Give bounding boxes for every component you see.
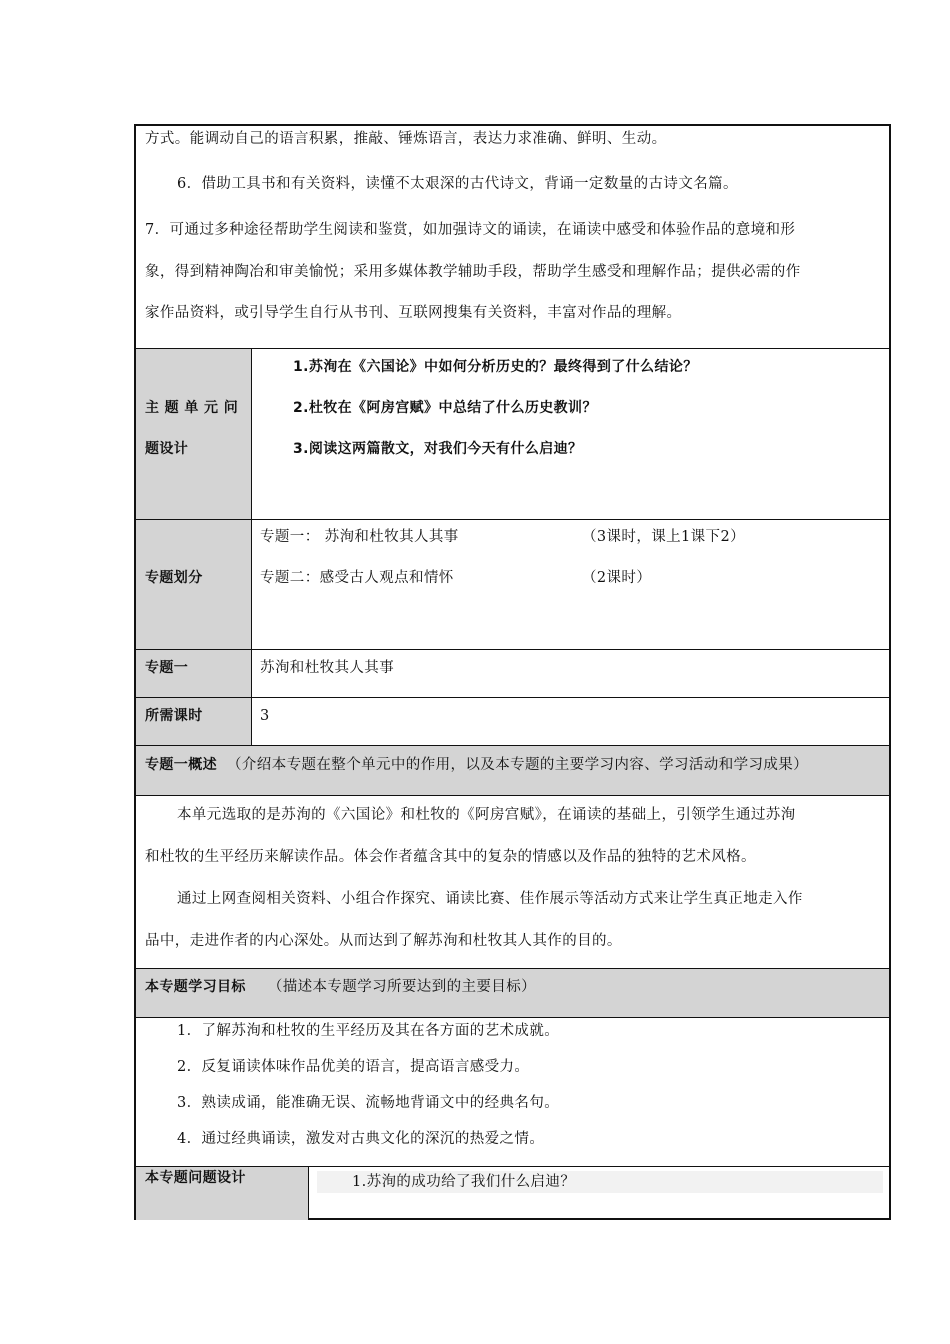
topic-question-label: 本专题问题设计: [145, 1170, 246, 1186]
intro-item-7-line1: 7．可通过多种途径帮助学生阅读和鉴赏，如加强诗文的诵读，在诵读中感受和体验作品的意境和形: [145, 222, 796, 238]
overview-header-row: [136, 745, 889, 795]
goal-item-2: 2．反复诵读体味作品优美的语言，提高语言感受力。: [177, 1059, 530, 1075]
intro-item-6: 6．借助工具书和有关资料，读懂不太艰深的古代诗文，背诵一定数量的古诗文名篇。: [177, 176, 738, 192]
overview-line-1: 本单元选取的是苏洵的《六国论》和杜牧的《阿房宫赋》，在诵读的基础上，引领学生通过苏洵: [177, 807, 796, 823]
topic-division-2-name: 专题二：感受古人观点和情怀: [260, 570, 454, 586]
unit-question-label-line1: 主 题 单 元 问: [145, 400, 239, 416]
topic-division-1-name: 专题一： 苏洵和杜牧其人其事: [260, 529, 459, 545]
topic1-label-cell: [136, 650, 252, 697]
topic-question-row: [136, 1166, 889, 1220]
hours-label-cell: [136, 698, 252, 745]
overview-header: [145, 755, 808, 775]
topic-question-1: 1.苏洵的成功给了我们什么启迪？: [352, 1174, 576, 1190]
goals-body-row: [136, 1017, 889, 1166]
goals-header-row: [136, 968, 889, 1017]
unit-question-2: 2.杜牧在《阿房宫赋》中总结了什么历史教训？: [293, 400, 597, 416]
topic-division-2-hours: （2课时）: [582, 570, 652, 586]
intro-item-7-line3: 家作品资料，或引导学生自行从书刊、互联网搜集有关资料，丰富对作品的理解。: [145, 305, 682, 321]
topic1-value: 苏洵和杜牧其人其事: [260, 660, 395, 676]
unit-question-1: 1.苏洵在《六国论》中如何分析历史的？最终得到了什么结论？: [293, 359, 698, 375]
goal-item-4: 4．通过经典诵读，激发对古典文化的深沉的热爱之情。: [177, 1131, 545, 1147]
goal-item-1: 1．了解苏洵和杜牧的生平经历及其在各方面的艺术成就。: [177, 1023, 560, 1039]
overview-line-3: 通过上网查阅相关资料、小组合作探究、诵读比赛、佳作展示等活动方式来让学生真正地走入作: [177, 891, 803, 907]
lesson-plan-table: [134, 124, 891, 1220]
goals-hint: （描述本专题学习所要达到的主要目标）: [267, 979, 537, 995]
intro-item-7-line2: 象，得到精神陶冶和审美愉悦；采用多媒体教学辅助手段，帮助学生感受和理解作品；提供必需的作: [145, 264, 801, 280]
unit-question-label-cell: [136, 349, 252, 519]
goal-item-3: 3．熟读成诵，能准确无误、流畅地背诵文中的经典名句。: [177, 1095, 560, 1111]
topic1-label: 专题一: [145, 660, 189, 676]
topic-division-1-hours: （3课时，课上1课下2）: [582, 529, 745, 545]
topic-question-label-cell: [136, 1167, 309, 1220]
topic-division-row: [136, 519, 889, 649]
goals-header: [145, 977, 536, 997]
overview-line-2: 和杜牧的生平经历来解读作品。体会作者蕴含其中的复杂的情感以及作品的独特的艺术风格。: [145, 849, 756, 865]
overview-hint: （介绍本专题在整个单元中的作用，以及本专题的主要学习内容、学习活动和学习成果）: [227, 757, 809, 773]
intro-row: [136, 126, 889, 348]
unit-question-row: [136, 348, 889, 519]
topic-division-label: 专题划分: [145, 570, 203, 586]
unit-question-label-line2: 题设计: [145, 441, 189, 457]
overview-body-row: [136, 795, 889, 968]
hours-value: 3: [260, 708, 270, 724]
goals-title: 本专题学习目标: [145, 979, 246, 995]
overview-title: 专题一概述: [145, 757, 217, 773]
overview-line-4: 品中，走进作者的内心深处。从而达到了解苏洵和杜牧其人其作的目的。: [145, 933, 622, 949]
hours-row: [136, 697, 889, 745]
topic1-row: [136, 649, 889, 697]
unit-question-3: 3.阅读这两篇散文，对我们今天有什么启迪？: [293, 441, 583, 457]
hours-label: 所需课时: [145, 708, 203, 724]
topic-division-label-cell: [136, 520, 252, 649]
intro-continuation: 方式。能调动自己的语言积累，推敲、锤炼语言，表达力求准确、鲜明、生动。: [145, 131, 667, 147]
